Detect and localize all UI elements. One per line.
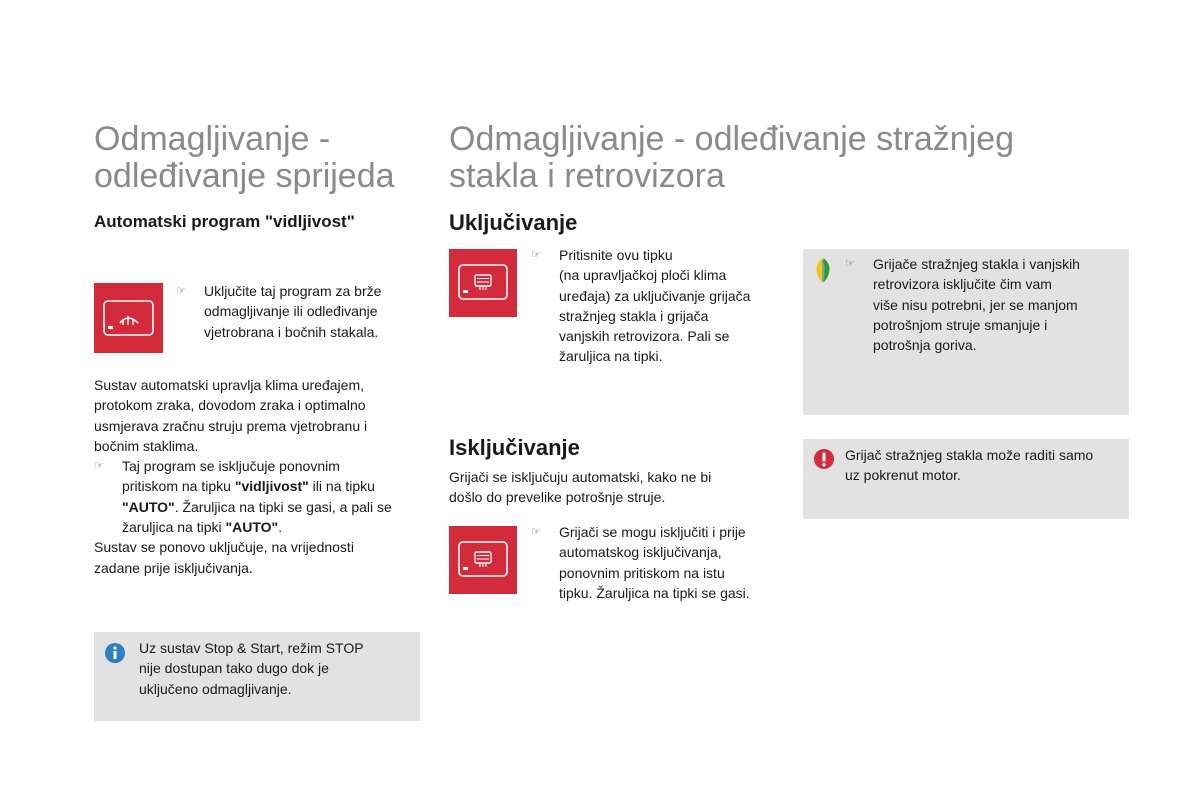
body-line: protokom zraka, dovodom zraka i optimalno	[94, 397, 366, 414]
bullet-line: Pritisnite ovu tipku	[559, 247, 673, 263]
eco-tip-box	[803, 249, 1129, 415]
right-title-line2: stakla i retrovizora	[449, 157, 725, 195]
bullet-line: žaruljica na tipki "AUTO".	[122, 519, 283, 536]
left-title-line2: odleđivanje sprijeda	[94, 157, 395, 195]
visibility-bullet	[176, 281, 416, 342]
eco-line: potrošnjom struje smanjuje i	[873, 316, 1048, 333]
info-line: nije dostupan tako dugo dok je	[139, 660, 329, 677]
pointing-hand-icon: ☞	[845, 258, 855, 270]
body-line: Sustav se ponovo uključuje, na vrijednosti	[94, 539, 354, 556]
switch-off-intro	[449, 467, 769, 508]
body-line: došlo do prevelike potrošnje struje.	[449, 489, 666, 506]
visibility-description	[94, 375, 424, 578]
rear-defrost-icon	[449, 249, 517, 317]
rear-defrost-button-off	[449, 526, 517, 594]
left-section-title	[94, 121, 395, 195]
deactivate-bullet	[94, 456, 424, 537]
stop-start-info-box	[94, 632, 420, 721]
bullet-line: vanjskih retrovizora. Pali se	[559, 328, 730, 345]
right-section-title	[449, 121, 1014, 195]
bullet-line: "AUTO". Žaruljica na tipki se gasi, a pali se	[122, 498, 392, 515]
eco-leaf-icon	[811, 257, 835, 283]
visibility-button	[94, 283, 163, 353]
visibility-program-subtitle: Automatski program "vidljivost"	[94, 212, 355, 231]
eco-line: potrošnja goriva.	[873, 337, 977, 354]
body-line: usmjerava zračnu struju prema vjetrobranu i	[94, 417, 368, 434]
eco-line: više nisu potrebni, jer se manjom	[873, 296, 1078, 313]
switch-on-bullet	[531, 245, 781, 367]
pointing-hand-icon: ☞	[531, 526, 541, 538]
pointing-hand-icon: ☞	[176, 285, 186, 297]
body-line: zadane prije isključivanja.	[94, 559, 253, 576]
bullet-line: uređaja) za uključivanje grijača	[559, 287, 751, 304]
bullet-line: automatskog isključivanja,	[559, 544, 722, 561]
front-defrost-icon	[94, 283, 163, 353]
bullet-line: Uključite taj program za brže	[204, 283, 382, 299]
info-line: uključeno odmagljivanje.	[139, 680, 292, 697]
eco-line: Grijače stražnjeg stakla i vanjskih	[873, 256, 1080, 272]
rear-defrost-icon	[449, 526, 517, 594]
switch-on-heading: Uključivanje	[449, 210, 578, 235]
rear-defrost-button	[449, 249, 517, 317]
eco-line: retrovizora isključite čim vam	[873, 276, 1052, 293]
switch-off-heading: Isključivanje	[449, 435, 580, 460]
bullet-line: Grijači se mogu isključiti i prije	[559, 524, 746, 540]
info-line: Uz sustav Stop & Start, režim STOP	[139, 640, 364, 656]
body-line: bočnim staklima.	[94, 437, 199, 454]
switch-off-bullet	[531, 522, 791, 603]
bullet-line: tipku. Žaruljica na tipki se gasi.	[559, 584, 750, 601]
warning-icon	[813, 448, 835, 470]
body-line: Grijači se isključuju automatski, kako ne bi	[449, 469, 712, 485]
bullet-line: pritiskom na tipku "vidljivost" ili na tipku	[122, 478, 375, 495]
bullet-line: vjetrobrana i bočnih stakala.	[204, 323, 379, 340]
engine-warning-box	[803, 439, 1129, 519]
pointing-hand-icon: ☞	[531, 249, 541, 261]
bullet-line: odmagljivanje ili odleđivanje	[204, 303, 378, 320]
left-title-line1: Odmagljivanje -	[94, 120, 331, 158]
bullet-line: (na upravljačkoj ploči klima	[559, 267, 727, 284]
pointing-hand-icon: ☞	[94, 460, 104, 473]
body-line: Sustav automatski upravlja klima uređajem,	[94, 377, 365, 393]
bullet-line: ponovnim pritiskom na istu	[559, 564, 725, 581]
warning-line: Grijač stražnjeg stakla može raditi samo	[845, 447, 1094, 463]
right-title-line1: Odmagljivanje - odleđivanje stražnjeg	[449, 120, 1015, 158]
bullet-line: žaruljica na tipki.	[559, 348, 663, 365]
bullet-line: Taj program se isključuje ponovnim	[122, 458, 340, 475]
bullet-line: stražnjeg stakla i grijača	[559, 307, 709, 324]
warning-line: uz pokrenut motor.	[845, 467, 961, 484]
info-icon	[104, 642, 126, 664]
